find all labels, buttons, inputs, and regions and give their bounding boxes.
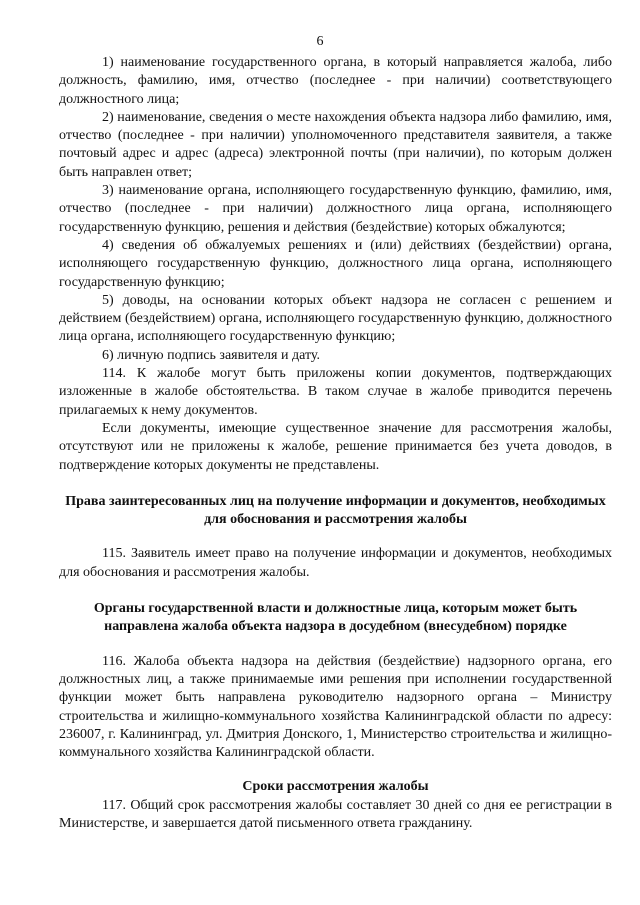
list-item-5: 5) доводы, на основании которых объект надзора не согласен с решением и действием (бездействием) органа, исполняющего государственную функцию, должностного лица органа, исполняющего государственную функцию; (59, 292, 612, 345)
paragraph-116: 116. Жалоба объекта надзора на действия (бездействие) надзорного органа, его должностных лиц, а также принимаемые ими решения при исполнении государственной функции может быть направлена руководителю надзорного органа – Министру строительства и жилищно-коммунального хозяйства Калининградской области по адресу: 236007, г. Калининград, ул. Дмитрия Донского, 1, Министерство строительства и жилищно-коммунального хозяйства Калининградской области. (59, 653, 612, 761)
list-item-1: 1) наименование государственного органа, в который направляется жалоба, либо должность, фамилию, имя, отчество (последнее - при наличии) соответствующего должностного лица; (59, 55, 612, 107)
section-heading-terms: Сроки рассмотрения жалобы (242, 779, 429, 795)
paragraph-114: 114. К жалобе могут быть приложены копии документов, подтверждающих изложенные в жалобе обстоятельства. В таком случае в жалобе приводится перечень прилагаемых к нему документов. (59, 366, 612, 418)
section-heading-rights: Права заинтересованных лиц на получение информации и документов, необходимых для обоснования и рассмотрения жалобы (65, 493, 606, 528)
list-item-2: 2) наименование, сведения о месте нахождения объекта надзора либо фамилию, имя, отчество (последнее - при наличии) уполномоченного представителя заявителя, а также почтовый адрес и адрес (адреса) электронной почты (при наличии), по которым должен быть направлен ответ; (59, 109, 612, 180)
paragraph-documents: Если документы, имеющие существенное значение для рассмотрения жалобы, отсутствуют или не приложены к жалобе, решение принимается без учета доводов, в подтверждение которых документы не представлены. (59, 420, 612, 473)
list-item-6: 6) личную подпись заявителя и дату. (102, 347, 320, 363)
list-item-4: 4) сведения об обжалуемых решениях и (или) действиях (бездействии) органа, исполняющего государственную функцию, должностного лица органа, исполняющего государственную функцию; (59, 237, 612, 290)
paragraph-115: 115. Заявитель имеет право на получение информации и документов, необходимых для обоснования и рассмотрения жалобы. (59, 546, 612, 580)
paragraph-117: 117. Общий срок рассмотрения жалобы составляет 30 дней со дня ее регистрации в Министерстве, и завершается датой письменного ответа гражданину. (59, 797, 612, 831)
section-heading-authorities: Органы государственной власти и должностные лица, которым может быть направлена жалоба объекта надзора в досудебном (внесудебном) порядке (93, 601, 578, 635)
page-body (59, 54, 612, 833)
page-number: 6 (316, 34, 324, 49)
list-item-3: 3) наименование органа, исполняющего государственную функцию, фамилию, имя, отчество (последнее - при наличии) должностного лица органа, исполняющего государственную функцию, решения и действия (бездействие) которых обжалуются; (59, 183, 612, 235)
